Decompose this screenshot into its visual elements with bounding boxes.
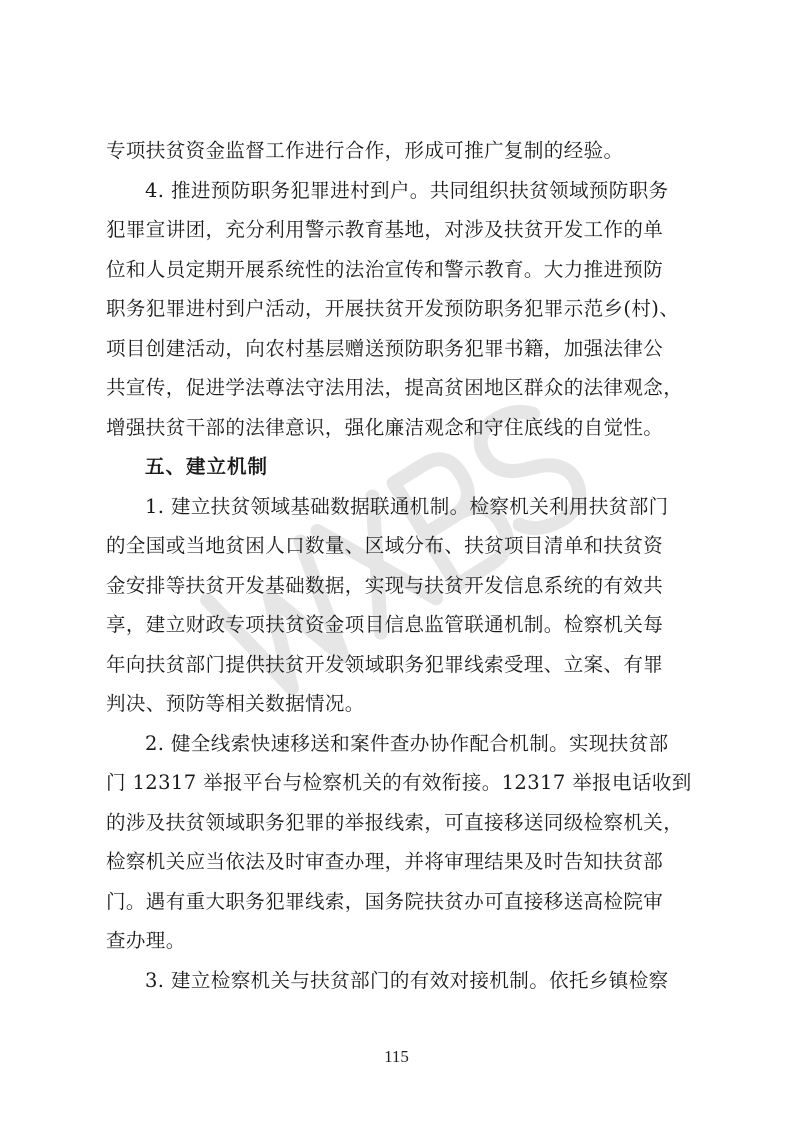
text-line: 判决、预防等相关数据情况。 [106,692,365,715]
text-line: 门 12317 举报平台与检察机关的有效衔接。12317 举报电话收到 [106,771,692,794]
section-heading: 五、建立机制 [145,455,269,478]
text-line: 享，建立财政专项扶贫资金项目信息监管联通机制。检察机关每 [106,613,664,636]
text-line: 3. 建立检察机关与扶贫部门的有效对接机制。依托乡镇检察 [145,968,669,992]
document-body [106,131,694,1000]
page-number: 115 [384,1047,409,1066]
text-line: 位和人员定期开展系统性的法治宣传和警示教育。大力推进预防 [106,257,664,281]
text-line: 增强扶贫干部的法律意识，强化廉洁观念和守住底线的自觉性。 [106,415,664,439]
text-line: 犯罪宣讲团，充分利用警示教育基地，对涉及扶贫开发工作的单 [106,218,664,241]
text-line: 共宣传，促进学法尊法守法用法，提高贫困地区群众的法律观念， [106,376,684,399]
text-line: 查办理。 [106,929,186,952]
text-line: 检察机关应当依法及时审查办理，并将审理结果及时告知扶贫部 [106,850,664,873]
text-line: 项目创建活动，向农村基层赠送预防职务犯罪书籍，加强法律公 [106,336,664,360]
paragraph-item-3 [106,961,694,1001]
paragraph-item-2 [106,724,694,961]
text-line: 门。遇有重大职务犯罪线索，国务院扶贫办可直接移送高检院审 [106,889,664,913]
paragraph-item-4 [106,171,694,448]
paragraph-continuation [106,131,694,171]
text-line: 的全国或当地贫困人口数量、区域分布、扶贫项目清单和扶贫资 [106,534,664,557]
text-line: 年向扶贫部门提供扶贫开发领域职务犯罪线索受理、立案、有罪 [106,652,664,676]
text-line: 职务犯罪进村到户活动，开展扶贫开发预防职务犯罪示范乡(村)、 [106,297,680,320]
text-line: 4. 推进预防职务犯罪进村到户。共同组织扶贫领域预防职务 [145,178,669,202]
text-line: 1. 建立扶贫领域基础数据联通机制。检察机关利用扶贫部门 [145,494,669,518]
text-line: 金安排等扶贫开发基础数据，实现与扶贫开发信息系统的有效共 [106,573,664,597]
paragraph-item-1 [106,487,694,724]
text-line: 2. 健全线索快速移送和案件查办协作配合机制。实现扶贫部 [145,731,669,755]
text-line: 专项扶贫资金监督工作进行合作，形成可推广复制的经验。 [106,139,624,162]
text-line: 的涉及扶贫领域职务犯罪的举报线索，可直接移送同级检察机关， [106,810,684,834]
